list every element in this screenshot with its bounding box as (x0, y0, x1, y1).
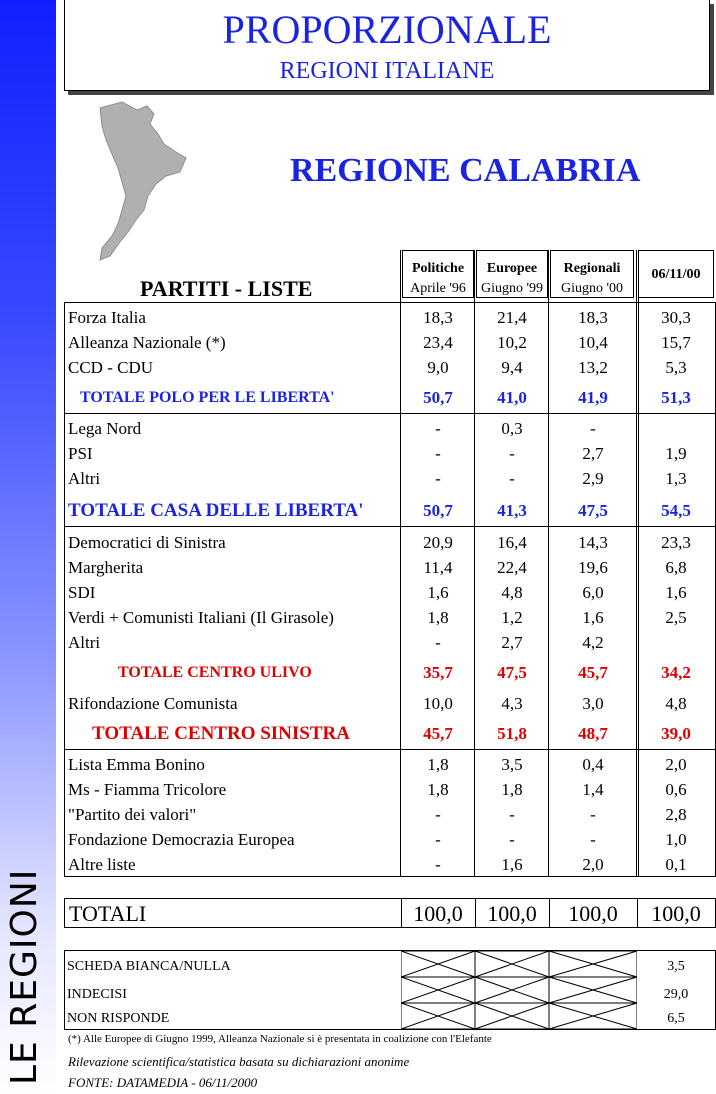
footnote-survey: Rilevazione scientifica/statistica basata su dichiarazioni anonime (68, 1054, 410, 1069)
cell-value: 23,3 (661, 533, 691, 552)
cell-value: 3,5 (501, 755, 523, 774)
calabria-map-icon (92, 100, 192, 265)
header-box (64, 0, 710, 91)
cell-value: 2,0 (582, 855, 604, 874)
cell-value: 4,2 (582, 633, 604, 652)
partiti-header: PARTITI - LISTE (140, 276, 313, 301)
cell-value: 2,7 (582, 444, 604, 463)
row-label: Alleanza Nazionale (*) (68, 333, 226, 352)
cell-value: - (435, 855, 441, 874)
cell-value: 2,0 (665, 755, 687, 774)
footnote-note: (*) Alle Europee di Giugno 1999, Alleanza Nazionale si è presentata in coalizione con l'Elefante (68, 1033, 492, 1045)
col-header-title: Europee (486, 261, 538, 276)
cell-value: 0,6 (665, 780, 687, 799)
col-header-date: Aprile '96 (410, 281, 466, 296)
cell-value: 20,9 (423, 533, 453, 552)
table-total-row (0, 498, 716, 523)
cell-value: 41,9 (578, 388, 608, 407)
cell-value: 41,0 (497, 388, 527, 407)
table-row (0, 530, 716, 555)
cell-value: 1,6 (582, 608, 604, 627)
cell-value: 48,7 (578, 724, 608, 743)
totals-label: TOTALI (69, 901, 147, 926)
cell-value: 18,3 (578, 308, 608, 327)
cell-value: 16,4 (497, 533, 527, 552)
table-row (0, 330, 716, 355)
col-header-regionali (550, 250, 634, 298)
row-label: Lega Nord (68, 419, 142, 438)
cell-value: - (509, 469, 515, 488)
cell-value: - (590, 805, 596, 824)
footnote-source: FONTE: DATAMEDIA - 06/11/2000 (68, 1075, 258, 1090)
table-row (0, 605, 716, 630)
row-label: SDI (68, 583, 96, 602)
total-value: 100,0 (487, 901, 537, 926)
col-header-politiche (402, 250, 474, 298)
totals-row (64, 898, 716, 928)
cell-value: 51,3 (661, 388, 691, 407)
row-label: TOTALE CENTRO ULIVO (118, 664, 312, 681)
row-label: Altri (68, 469, 101, 488)
cell-value: 0,3 (501, 419, 523, 438)
cell-value: 2,8 (665, 805, 687, 824)
table-row (0, 441, 716, 466)
cell-value: 41,3 (497, 501, 527, 520)
row-label: Altri (68, 633, 101, 652)
table-total-row (0, 660, 716, 685)
row-label: Fondazione Democrazia Europea (68, 830, 295, 849)
cell-value: 1,6 (501, 855, 523, 874)
sidebar-label: LE REGIONI (4, 868, 45, 1085)
cell-value: 18,3 (423, 308, 453, 327)
page-title: PROPORZIONALE (222, 7, 552, 52)
cell-value: 23,4 (423, 333, 453, 352)
col-header-title: 06/11/00 (651, 267, 701, 282)
extra-box (64, 950, 716, 1030)
cell-value: 54,5 (661, 501, 691, 520)
row-label: Democratici di Sinistra (68, 533, 226, 552)
total-value: 100,0 (568, 901, 618, 926)
row-label: TOTALE CENTRO SINISTRA (92, 723, 350, 744)
cell-value: 1,6 (665, 583, 687, 602)
extra-value: 3,5 (667, 959, 685, 974)
cell-value: 0,4 (582, 755, 604, 774)
cell-value: 9,0 (427, 358, 449, 377)
cell-value: 1,3 (665, 469, 687, 488)
crossed-cells-icon (401, 951, 637, 1029)
table-total-row (0, 385, 716, 410)
col-header-title: Politiche (411, 261, 465, 276)
cell-value: 1,6 (427, 583, 449, 602)
cell-value: - (435, 805, 441, 824)
cell-value: 4,8 (665, 694, 687, 713)
cell-value: 3,0 (582, 694, 604, 713)
extra-value: 6,5 (667, 1011, 685, 1026)
cell-value: 15,7 (661, 333, 691, 352)
cell-value: - (509, 444, 515, 463)
cell-value: 11,4 (423, 558, 453, 577)
table-row (0, 355, 716, 380)
table-row (0, 691, 716, 716)
cell-value: - (590, 830, 596, 849)
cell-value: - (590, 419, 596, 438)
cell-value: 1,0 (665, 830, 687, 849)
row-label: Forza Italia (68, 308, 146, 327)
row-label: Margherita (68, 558, 144, 577)
extra-label: SCHEDA BIANCA/NULLA (67, 959, 231, 974)
cell-value: 10,0 (423, 694, 453, 713)
row-label: Lista Emma Bonino (68, 755, 205, 774)
total-value: 100,0 (651, 901, 701, 926)
cell-value: 1,9 (665, 444, 687, 463)
cell-value: 35,7 (423, 663, 453, 682)
row-label: PSI (68, 444, 93, 463)
cell-value: 50,7 (423, 388, 453, 407)
cell-value: 4,8 (501, 583, 523, 602)
cell-value: 1,4 (582, 780, 604, 799)
cell-value: 30,3 (661, 308, 691, 327)
cell-value: 6,0 (582, 583, 604, 602)
cell-value: 1,2 (501, 608, 523, 627)
cell-value: 10,2 (497, 333, 527, 352)
region-title: REGIONE CALABRIA (290, 152, 641, 189)
col-header-date: Giugno '99 (480, 281, 544, 296)
table-row (0, 416, 716, 441)
cell-value: 2,9 (582, 469, 604, 488)
table-row (0, 555, 716, 580)
table-row (0, 580, 716, 605)
cell-value: 50,7 (423, 501, 453, 520)
cell-value: 13,2 (578, 358, 608, 377)
cell-value: 1,8 (501, 780, 523, 799)
col-header-europee (476, 250, 548, 298)
extra-label: NON RISPONDE (67, 1011, 170, 1026)
row-label: Ms - Fiamma Tricolore (68, 780, 227, 799)
col-header-date: Giugno '00 (560, 281, 624, 296)
row-label: "Partito dei valori" (68, 805, 197, 824)
cell-value: 14,3 (578, 533, 608, 552)
cell-value: - (435, 830, 441, 849)
cell-value: 45,7 (423, 724, 453, 743)
table-total-row (0, 721, 716, 746)
table-row (0, 630, 716, 655)
cell-value: 0,1 (665, 855, 687, 874)
cell-value: 34,2 (661, 663, 691, 682)
row-label: Altre liste (68, 855, 136, 874)
cell-value: 51,8 (497, 724, 527, 743)
cell-value: 45,7 (578, 663, 608, 682)
cell-value: - (435, 444, 441, 463)
cell-value: 9,4 (501, 358, 523, 377)
table-row (0, 802, 716, 827)
col-header-title: Regionali (563, 261, 621, 276)
cell-value: 21,4 (497, 308, 527, 327)
cell-value: 2,7 (501, 633, 523, 652)
cell-value: - (435, 419, 441, 438)
table-row (0, 752, 716, 777)
total-value: 100,0 (413, 901, 463, 926)
cell-value: 39,0 (661, 724, 691, 743)
cell-value: 2,5 (665, 608, 687, 627)
cell-value: - (435, 469, 441, 488)
row-label: TOTALE POLO PER LE LIBERTA' (80, 389, 335, 406)
cell-value: 22,4 (497, 558, 527, 577)
col-header-current (638, 250, 714, 298)
cell-value: 1,8 (427, 608, 449, 627)
cell-value: 47,5 (578, 501, 608, 520)
cell-value: - (509, 830, 515, 849)
cell-value: 4,3 (501, 694, 523, 713)
table-row (0, 852, 716, 877)
cell-value: 10,4 (578, 333, 608, 352)
extra-label: INDECISI (67, 987, 127, 1002)
row-label: TOTALE CASA DELLE LIBERTA' (68, 500, 364, 521)
table-row (0, 777, 716, 802)
extra-value: 29,0 (663, 987, 689, 1002)
table-row (0, 305, 716, 330)
cell-value: - (435, 633, 441, 652)
table-row (0, 466, 716, 491)
page-subtitle: REGIONI ITALIANE (279, 58, 495, 84)
row-label: Verdi + Comunisti Italiani (Il Girasole) (68, 608, 334, 627)
cell-value: 47,5 (497, 663, 527, 682)
cell-value: 6,8 (665, 558, 687, 577)
cell-value: - (509, 805, 515, 824)
row-label: CCD - CDU (68, 358, 154, 377)
cell-value: 19,6 (578, 558, 608, 577)
cell-value: 1,8 (427, 755, 449, 774)
cell-value: 1,8 (427, 780, 449, 799)
row-label: Rifondazione Comunista (68, 694, 238, 713)
table-row (0, 827, 716, 852)
cell-value: 5,3 (665, 358, 687, 377)
